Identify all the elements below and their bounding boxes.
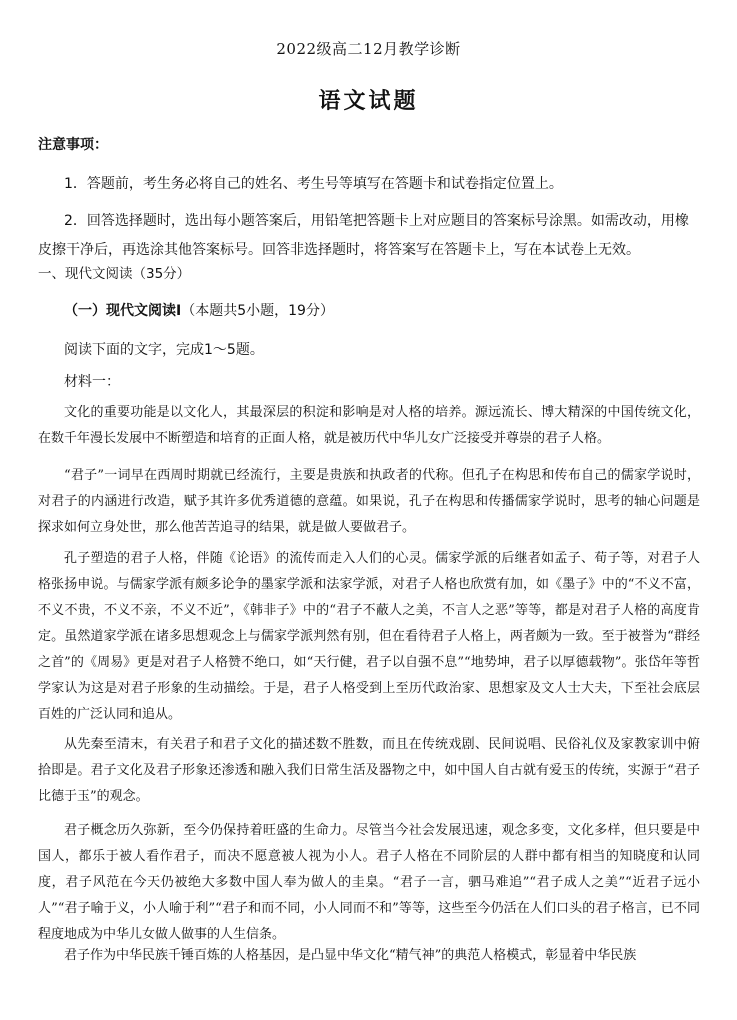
notes-heading: 注意事项： <box>38 137 108 153</box>
passage-paragraph: 从先秦至清末，有关君子和君子文化的描述数不胜数，而且在传统戏剧、民间说唱、民俗礼仪及家教家训中俯拾即是。君子文化及君子形象还渗透和融入我们日常生活及器物之中，如中国人自古就有爱玉的传统，实源于“君子比德于玉”的观念。 <box>38 737 700 804</box>
passage-paragraph: 孔子塑造的君子人格，伴随《论语》的流传而走入人们的心灵。儒家学派的后继者如孟子、荀子等，对君子人格张扬申说。与儒家学派有颇多论争的墨家学派和法家学派，对君子人格也欣赏有加，如《墨子》中的“不义不富，不义不贵，不义不亲，不义不近”，《韩非子》中的“君子不蔽人之美，不言人之恶”等等，都是对君子人格的高度肯定。虽然道家学派在诸多思想观念上与儒家学派判然有别，但在看待君子人格上，两者颇为一致。至于被誉为“群经之首”的《周易》更是对君子人格赞不绝口，如“天行健，君子以自强不息”“地势坤，君子以厚德载物”。张岱年等哲学家认为这是对君子形象的生动描绘。于是，君子人格受到上至历代政治家、思想家及文人士大夫，下至社会底层百姓的广泛认同和追从。 <box>38 551 700 722</box>
sub-heading <box>64 300 334 320</box>
passage-paragraph: “君子”一词早在西周时期就已经流行，主要是贵族和执政者的代称。但孔子在构思和传布自己的儒家学说时，对君子的内涵进行改造，赋予其许多优秀道德的意蕴。如果说，孔子在构思和传播儒家学说时，思考的轴心问题是探求如何立身处世，那么他苦苦追寻的结果，就是做人要做君子。 <box>38 468 700 535</box>
sub-heading-title: （一）现代文阅读Ⅰ <box>64 303 182 319</box>
note-item: 1．答题前，考生务必将自己的姓名、考生号等填写在答题卡和试卷指定位置上。 <box>64 176 563 192</box>
passage-paragraph: 文化的重要功能是以文化人，其最深层的积淀和影响是对人格的培养。源远流长、博大精深的中国传统文化，在数千年漫长发展中不断塑造和培育的正面人格，就是被历代中华儿女广泛接受并尊崇的君子人格。 <box>38 405 700 446</box>
reading-instruction: 阅读下面的文字，完成1～5题。 <box>64 342 264 358</box>
note-item: 2．回答选择题时，选出每小题答案后，用铅笔把答题卡上对应题目的答案标号涂黑。如需改动，用橡皮擦干净后，再选涂其他答案标号。回答非选择题时，将答案写在答题卡上，写在本试卷上无效。 <box>38 213 689 258</box>
section-heading: 一、现代文阅读（35分） <box>38 266 191 282</box>
sub-heading-detail: （本题共5小题，19分） <box>181 303 334 319</box>
passage-paragraph: 君子作为中华民族千锤百炼的人格基因，是凸显中华文化“精气神”的典范人格模式，彰显着中华民族 <box>64 948 637 963</box>
exam-title: 2022级高二12月教学诊断 <box>276 40 461 58</box>
passage-paragraph: 君子概念历久弥新，至今仍保持着旺盛的生命力。尽管当今社会发展迅速，观念多变，文化多样，但只要是中国人，都乐于被人看作君子，而决不愿意被人视为小人。君子人格在不同阶层的人群中都有相当的知晓度和认同度，君子风范在今天仍被绝大多数中国人奉为做人的圭臬。“君子一言，驷马难追”“君子成人之美”“近君子远小人”“君子喻于义，小人喻于利”“君子和而不同，小人同而不和”等等，这些至今仍活在人们口头的君子格言，已不同程度地成为中华儿女做人做事的人生信条。 <box>38 823 700 942</box>
material-label: 材料一： <box>64 374 120 390</box>
subject-title: 语文试题 <box>318 89 419 114</box>
